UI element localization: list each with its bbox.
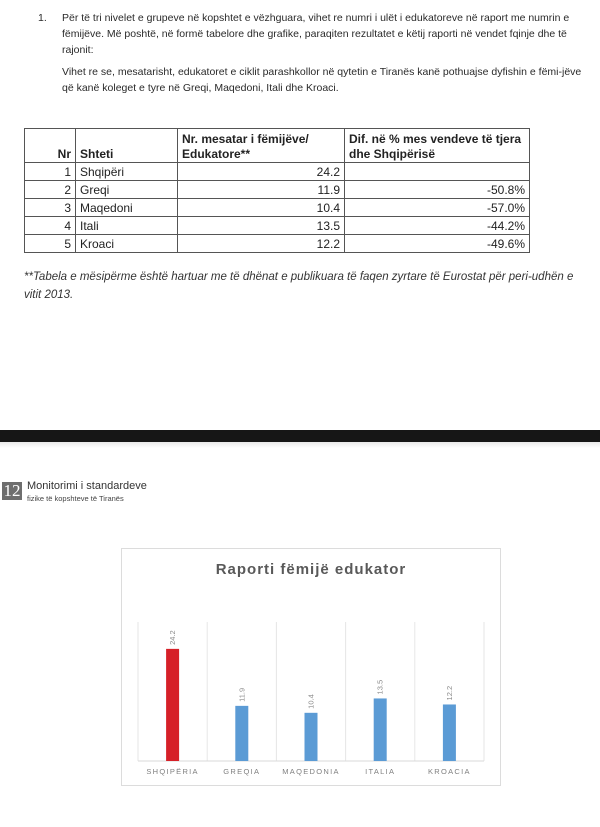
table-row bbox=[25, 181, 530, 199]
table-row bbox=[25, 163, 530, 181]
header-country: Shteti bbox=[76, 129, 178, 163]
cell-country: Kroaci bbox=[76, 235, 178, 253]
list-number: 1. bbox=[38, 12, 47, 24]
data-label: 11.9 bbox=[237, 687, 247, 702]
header-diff-percent: Dif. në % mes vendeve të tjera dhe Shqipërisë bbox=[345, 129, 530, 163]
cell-avg-children: 24.2 bbox=[178, 163, 345, 181]
cell-nr: 1 bbox=[25, 163, 76, 181]
x-tick-label: ITALIA bbox=[365, 767, 396, 776]
x-tick-label: MAQEDONIA bbox=[282, 767, 340, 776]
cell-avg-children: 10.4 bbox=[178, 199, 345, 217]
table-row bbox=[25, 217, 530, 235]
bar-chart bbox=[121, 548, 501, 786]
table-row bbox=[25, 199, 530, 217]
cell-avg-children: 11.9 bbox=[178, 181, 345, 199]
table-footnote: **Tabela e mësipërme është hartuar me të dhënat e publikuara të faqen zyrtare të Eurostat për peri-udhën e vitit 2013. bbox=[24, 271, 574, 301]
chart-plot-area bbox=[122, 549, 500, 785]
bar-italia bbox=[374, 698, 387, 761]
bar-greqia bbox=[235, 706, 248, 761]
table-row bbox=[25, 235, 530, 253]
cell-country: Shqipëri bbox=[76, 163, 178, 181]
cell-diff-percent: -49.6% bbox=[345, 235, 530, 253]
data-label: 12.2 bbox=[444, 685, 454, 701]
running-header-subtitle: fizike të kopshteve të Tiranës bbox=[27, 494, 124, 503]
chart-title: Raporti fëmijë edukator bbox=[215, 561, 407, 578]
cell-diff-percent: -50.8% bbox=[345, 181, 530, 199]
separator-shadow bbox=[0, 442, 600, 448]
cell-country: Greqi bbox=[76, 181, 178, 199]
cell-nr: 5 bbox=[25, 235, 76, 253]
cell-diff-percent: -44.2% bbox=[345, 217, 530, 235]
paragraph-summary: Vihet re se, mesatarisht, edukatoret e ciklit parashkollor në qytetin e Tiranës kanë pothuajse dyfishin e fëmi-jëve që kanë koleget e tyre në Greqi, Maqedoni, Itali dhe Kroaci. bbox=[62, 66, 582, 94]
cell-avg-children: 12.2 bbox=[178, 235, 345, 253]
x-tick-label: GREQIA bbox=[223, 767, 261, 776]
page-separator bbox=[0, 430, 600, 442]
bar-kroacia bbox=[443, 704, 456, 761]
cell-nr: 4 bbox=[25, 217, 76, 235]
x-tick-label: SHQIPËRIA bbox=[146, 767, 199, 776]
data-label: 13.5 bbox=[375, 679, 385, 695]
x-tick-label: KROACIA bbox=[427, 767, 471, 776]
data-label: 10.4 bbox=[306, 694, 316, 709]
cell-country: Itali bbox=[76, 217, 178, 235]
header-nr: Nr bbox=[25, 129, 76, 163]
bar-shqipëria bbox=[166, 649, 179, 761]
cell-diff-percent: -57.0% bbox=[345, 199, 530, 217]
page-number-badge: 12 bbox=[3, 481, 21, 500]
cell-diff-percent bbox=[345, 163, 530, 181]
running-header-title: Monitorimi i standardeve bbox=[27, 480, 147, 492]
bar-maqedonia bbox=[305, 713, 318, 761]
cell-avg-children: 13.5 bbox=[178, 217, 345, 235]
paragraph-intro: Për të tri nivelet e grupeve në kopshtet e vëzhguara, vihet re numri i ulët i edukatoreve në raport me numrin e fëmijëve. Më poshtë, në formë tabelore dhe grafike, paraqiten rezultatet e këtij raporti në vendet fqinje dhe të rajonit: bbox=[62, 12, 570, 56]
cell-nr: 2 bbox=[25, 181, 76, 199]
data-label: 24.2 bbox=[168, 630, 178, 645]
header-avg-children: Nr. mesatar i fëmijëve/ Edukatore** bbox=[178, 129, 345, 163]
table-header-row bbox=[25, 129, 530, 163]
ratio-table bbox=[24, 128, 530, 253]
cell-nr: 3 bbox=[25, 199, 76, 217]
cell-country: Maqedoni bbox=[76, 199, 178, 217]
